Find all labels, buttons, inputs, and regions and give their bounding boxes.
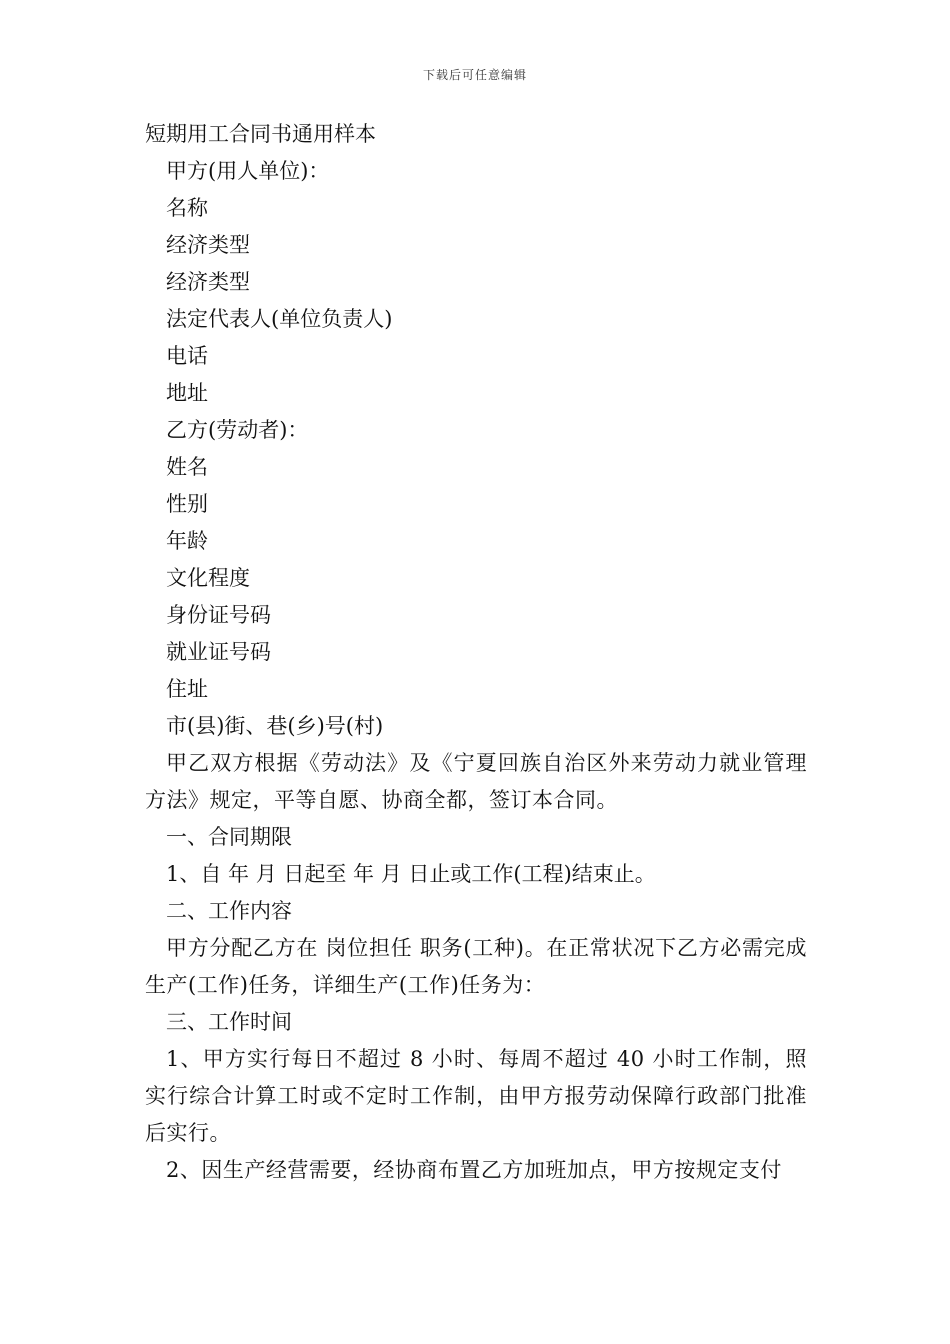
section-1-item-1: 1、自 年 月 日起至 年 月 日止或工作(工程)结束止。: [166, 862, 656, 886]
party-a-name-field: 名称: [166, 196, 208, 220]
party-b-age-field: 年龄: [166, 529, 208, 553]
party-b-employment-cert-field: 就业证号码: [166, 640, 271, 664]
party-b-heading: 乙方(劳动者)：: [166, 418, 309, 442]
party-b-residence-detail: 市(县)街、巷(乡)号(村): [166, 714, 384, 738]
contract-intro-paragraph: 甲乙双方根据《劳动法》及《宁夏回族自治区外来劳动力就业管理方法》规定，平等自愿、协商全都，签订本合同。: [145, 751, 807, 812]
page-header-note: 下载后可任意编辑: [422, 68, 527, 82]
party-a-phone-field: 电话: [166, 344, 208, 368]
document-title: 短期用工合同书通用样本: [145, 122, 376, 146]
party-b-id-number-field: 身份证号码: [166, 603, 271, 627]
party-b-education-field: 文化程度: [166, 566, 250, 590]
party-a-economic-type-field: 经济类型: [166, 233, 250, 257]
section-1-heading: 一、合同期限: [166, 825, 292, 849]
section-2-body: 甲方分配乙方在 岗位担任 职务(工种)。在正常状况下乙方必需完成生产(工作)任务，详细生产(工作)任务为：: [145, 936, 807, 997]
contract-document: [145, 116, 807, 1189]
section-3-heading: 三、工作时间: [166, 1010, 292, 1034]
party-a-economic-type-field-repeat: 经济类型: [166, 270, 250, 294]
party-a-address-field: 地址: [166, 381, 208, 405]
section-3-item-2: 2、因生产经营需要，经协商布置乙方加班加点，甲方按规定支付: [166, 1158, 782, 1182]
party-a-legal-rep-field: 法定代表人(单位负责人): [166, 307, 393, 331]
party-b-name-field: 姓名: [166, 455, 208, 479]
party-b-residence-field: 住址: [166, 677, 208, 701]
party-b-gender-field: 性别: [166, 492, 208, 516]
party-a-heading: 甲方(用人单位)：: [166, 159, 330, 183]
section-2-heading: 二、工作内容: [166, 899, 292, 923]
section-3-item-1: 1、甲方实行每日不超过 8 小时、每周不超过 40 小时工作制，照实行综合计算工时或不定时工作制，由甲方报劳动保障行政部门批准后实行。: [145, 1047, 807, 1145]
